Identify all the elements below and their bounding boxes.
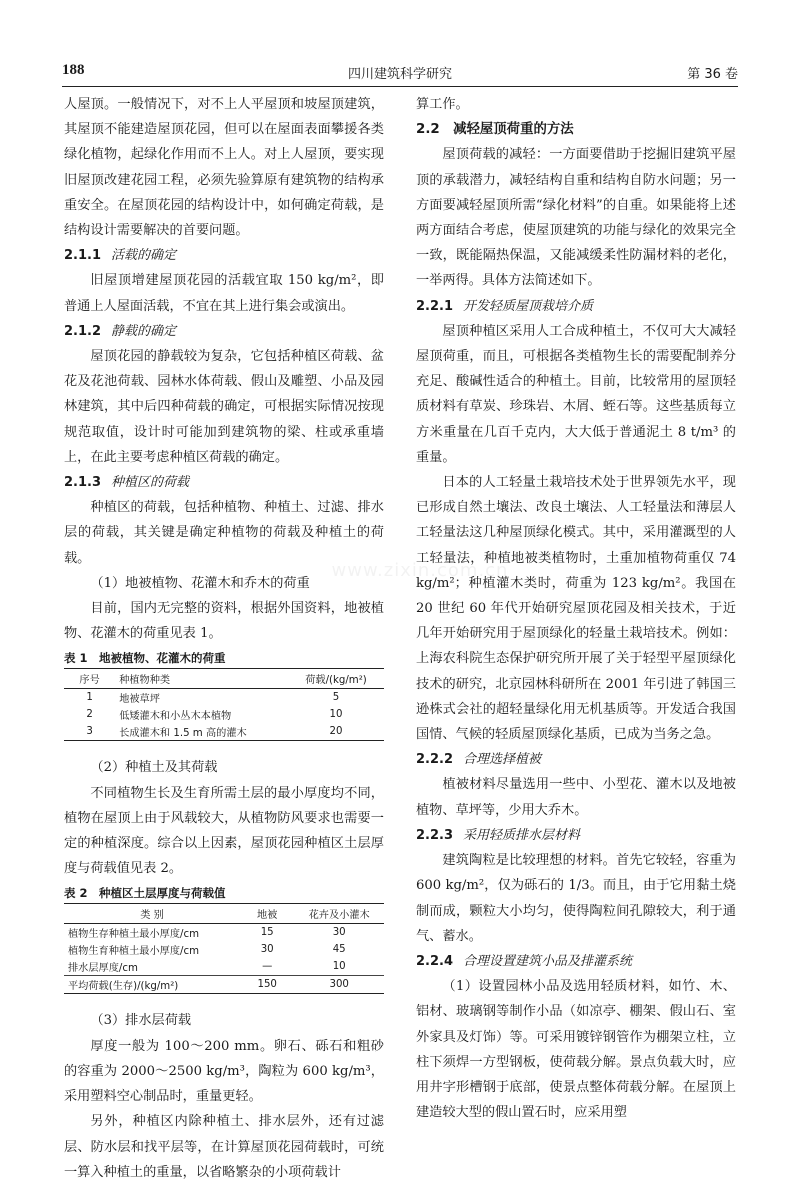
table-2-caption: 表 2 种植区土层厚度与荷载值 [64, 886, 226, 901]
table-cell: 10 [329, 709, 343, 721]
section-heading-2-2-4 [416, 949, 736, 974]
table-header-cell: 地被 [257, 910, 278, 922]
table-row [64, 706, 384, 723]
section-number: 2.1.2 [64, 323, 102, 339]
paragraph: 植被材料尽量选用一些中、小型花、灌木以及地被植物、草坪等，少用大乔木。 [416, 777, 736, 818]
paragraph: 日本的人工轻量土栽培技术处于世界领先水平，现已形成自然土壤法、改良土壤法、人工轻量法和薄层人工轻量法这几种屋顶绿化模式。其中，采用灌溉型的人工轻量法，种植地被类植物时，土重加植物荷重仅 74 kg/m²；种植灌木类时，荷重为 123 kg/m²。我国在 20 世纪 60 年代开始研究屋顶花园及相关技术，于近几年开始研究用于屋顶绿化的轻量土栽培技术。例如：上海农科院生态保护研究所开展了关于轻型平屋顶绿化技术的研究，北京园林科研所在 2001 年引进了韩国三逊株式会社的超轻量绿化用无机基质等。开发适合我国国情、气候的轻质屋顶绿化基质，已成为当务之急。 [416, 475, 736, 743]
journal-title: 四川建筑科学研究 [347, 67, 452, 82]
section-number: 2.2.2 [416, 752, 454, 768]
subsection-heading: （3）排水层荷载 [90, 1013, 192, 1029]
paragraph: 种植区的荷载，包括种植物、种植土、过滤、排水层的荷载，其关键是确定种植物的荷载及种植土的荷载。 [64, 500, 384, 566]
table-cell: 300 [294, 976, 384, 994]
table-header-cell: 序号 [79, 675, 100, 687]
section-heading-2-2-3 [416, 823, 736, 848]
section-heading-2-2: 2.2 减轻屋顶荷重的方法 [416, 122, 574, 138]
table-cell: 30 [332, 927, 346, 939]
watermark: www.zixin.com.cn [331, 560, 509, 581]
section-title: 采用轻质排水层材料 [463, 827, 581, 843]
paragraph: （1）设置园林小品及选用轻质材料，如竹、木、铝材、玻璃钢等制作小品（如凉亭、棚架、假山石、室外家具及灯饰）等。可采用镀锌钢管作为棚架立柱，立柱下须焊一方型钢板，使荷载分解。景点负载大时，应用井字形槽钢于底部，使景点整体荷载分解。在屋顶上建造较大型的假山置石时，应采用塑 [416, 979, 736, 1121]
section-heading-2-1-1 [64, 243, 384, 268]
section-number: 2.1.1 [64, 248, 102, 264]
table-cell: 平均荷载(生存)/(kg/m²) [64, 976, 240, 994]
table-row [64, 689, 384, 707]
table-cell: 5 [332, 692, 340, 704]
subsection-heading: （2）种植土及其荷载 [90, 760, 218, 776]
paragraph: 人屋顶。一般情况下，对不上人平屋顶和坡屋顶建筑，其屋顶不能建造屋顶花园，但可以在屋面表面攀援各类绿化植物，起绿化作用而不上人。对上人屋顶，要实现旧屋顶改建花园工程，必须先验算原有建筑物的结构承重安全。在屋顶花园的结构设计中，如何确定荷载，是结构设计需要解决的首要问题。 [64, 97, 384, 239]
table-cell: 10 [332, 961, 346, 973]
section-title: 活载的确定 [111, 248, 177, 264]
paragraph: 旧屋顶增建屋顶花园的活载宜取 150 kg/m²，即普通上人屋面活载，不宜在其上进行集会或演出。 [64, 273, 384, 314]
table-header-cell: 种植物种类 [119, 675, 171, 687]
table-1-caption: 表 1 地被植物、花灌木的荷重 [64, 651, 226, 666]
section-number: 2.2.1 [416, 298, 454, 314]
section-title: 开发轻质屋顶栽培介质 [463, 298, 594, 314]
section-title: 合理选择植被 [463, 752, 542, 768]
table-row [64, 924, 384, 942]
table-cell: 1 [86, 692, 93, 704]
subsection-heading: （1）地被植物、花灌木和乔木的荷重 [90, 575, 310, 591]
section-number: 2.2.3 [416, 827, 454, 843]
section-title: 种植区的荷载 [111, 475, 190, 491]
paragraph: 目前，国内无完整的资料，根据外国资料，地被植物、花灌木的荷重见表 1。 [64, 601, 384, 642]
paragraph: 另外，种植区内除种植土、排水层外，还有过滤层、防水层和找平层等，在计算屋顶花园荷载时，可统一算入种植土的重量，以省略繁杂的小项荷载计 [64, 1114, 384, 1180]
section-heading-2-2-1 [416, 294, 736, 319]
table-cell: 30 [260, 944, 274, 956]
table-cell: 2 [86, 709, 93, 721]
table-row [64, 941, 384, 958]
table-row [64, 958, 384, 976]
section-heading-2-1-3 [64, 470, 384, 495]
table-cell: 低矮灌木和小丛木本植物 [119, 711, 232, 723]
paragraph: 建筑陶粒是比较理想的材料。首先它较轻，容重为 600 kg/m²，仅为砾石的 1/3。而且，由于它用黏土烧制而成，颗粒大小均匀，使得陶粒间孔隙较大，利于通气、蓄水。 [416, 853, 736, 944]
table-1 [64, 668, 384, 741]
volume-label: 第 36 卷 [687, 67, 738, 82]
table-header-cell: 花卉及小灌木 [308, 910, 370, 922]
table-cell: 植物生育种植土最小厚度/cm [68, 946, 200, 958]
section-heading-2-1-2 [64, 319, 384, 344]
table-cell: 3 [86, 726, 93, 738]
table-cell: 长成灌木和 1.5 m 高的灌木 [119, 728, 247, 740]
paragraph: 屋顶花园的静载较为复杂，它包括种植区荷载、盆花及花池荷载、园林水体荷载、假山及雕塑、小品及园林建筑，其中后四种荷载的确定，可根据实际情况按现规范取值，设计时可能加到建筑物的梁、柱或承重墙上，在此主要考虑种植区荷载的确定。 [64, 349, 384, 465]
paragraph: 厚度一般为 100～200 mm。卵石、砾石和粗砂的容重为 2000～2500 kg/m³，陶粒为 600 kg/m³，采用塑料空心制品时，重量更轻。 [64, 1038, 384, 1105]
table-cell: 排水层厚度/cm [68, 963, 138, 975]
table-2 [64, 903, 384, 994]
table-header-cell: 荷载/(kg/m²) [305, 675, 367, 687]
table-cell: 地被草坪 [119, 694, 160, 706]
table-cell: 植物生存种植土最小厚度/cm [68, 929, 200, 941]
table-header-row [64, 669, 384, 689]
section-title: 静载的确定 [111, 323, 177, 339]
table-cell: 150 [240, 976, 294, 994]
paragraph: 屋顶种植区采用人工合成种植土，不仅可大大减轻屋顶荷重，而且，可根据各类植物生长的需要配制养分充足、酸碱性适合的种植土。目前，比较常用的屋顶轻质材料有草炭、珍珠岩、木屑、蛭石等。这些基质每立方米重量在几百千克内，大大低于普通泥土 8 t/m³ 的重量。 [416, 323, 736, 465]
table-cell: — [262, 961, 273, 973]
page-number: 188 [62, 62, 85, 78]
section-number: 2.2.4 [416, 953, 454, 969]
section-title: 合理设置建筑小品及排灌系统 [463, 953, 633, 969]
paragraph: 算工作。 [416, 97, 469, 112]
table-header-row [64, 904, 384, 924]
paragraph: 不同植物生长及生育所需土层的最小厚度均不同，植物在屋顶上由于风载较大，从植物防风要求也需要一定的种植深度。综合以上因素，屋顶花园种植区土层厚度与荷载值见表 2。 [64, 785, 384, 877]
table-row [64, 723, 384, 741]
page-header [62, 60, 738, 87]
left-column [64, 92, 384, 1185]
table-cell: 45 [332, 944, 346, 956]
section-number: 2.1.3 [64, 475, 102, 491]
table-cell: 15 [260, 927, 274, 939]
table-header-cell: 类 别 [140, 910, 164, 922]
right-column [416, 92, 736, 1125]
paragraph: 屋顶荷载的减轻：一方面要借助于挖掘旧建筑平屋顶的承载潜力，减轻结构自重和结构自防水问题；另一方面要减轻屋顶所需“绿化材料”的自重。如果能将上述两方面结合考虑，使屋顶建筑的功能与绿化的效果完全一致，既能隔热保温，又能减缓柔性防漏材料的老化，一举两得。具体方法简述如下。 [416, 147, 736, 289]
table-row [64, 976, 384, 994]
section-heading-2-2-2 [416, 747, 736, 772]
table-cell: 20 [329, 726, 343, 738]
